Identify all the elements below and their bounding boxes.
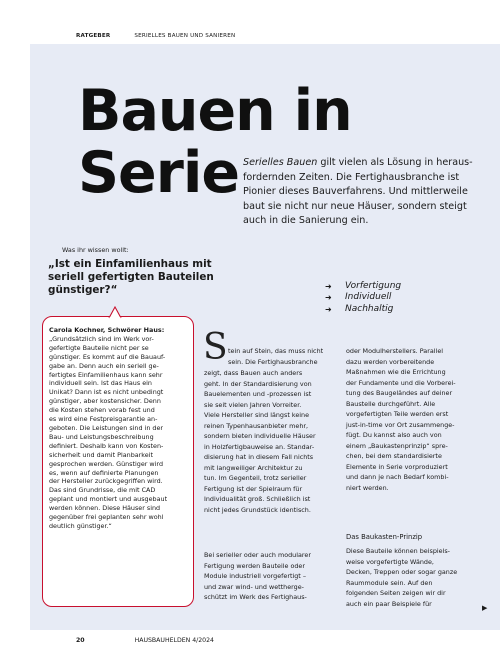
arrow-right-icon: ➜ — [325, 293, 332, 303]
keyword-item: ➜ Nachhaltig — [325, 303, 394, 314]
keyword-item: ➜ Individuell — [325, 292, 392, 303]
topic-label: SERIELLES BAUEN UND SANIEREN — [134, 33, 236, 39]
body-column-1-intro: tein auf Stein, das muss nicht sein. Die Fertighausbranche — [228, 347, 324, 366]
subheading: Das Baukasten-Prinzip — [346, 533, 423, 541]
body-column-2-paragraph-2: Diese Bauteile können beispiels- weise vorgefertigte Wände, Decken, Treppen oder sogar ganze Raummodule sein. Auf den folgenden Seiten zeigen wir dir auch ein paar Beispiele für — [346, 547, 458, 608]
arrow-right-icon: ➜ — [325, 304, 332, 314]
title-line-1: Bauen in — [78, 78, 352, 144]
body-column-2: oder Modulherstellers. Parallel dazu werden vorbereitende Maßnahmen wie die Errichtung der Fundamente und die Vorberei- tung des Baugeländes auf deiner Baustelle durchgeführt. Alle vorgefertigten Teile werden erst just-in-time vor Ort zusammenge- fügt. Du kannst also auch von einem „Baukastenprinzip“ spre- chen, bei dem standardisierte Elemente in Serie vorproduziert und dann je nach Bedarf kombi- niert werden. — [346, 347, 456, 492]
keyword-item: ➜ Vorfertigung — [325, 281, 402, 291]
question-label: Was ihr wissen wollt: — [62, 246, 129, 254]
reader-question: „Ist ein Einfamilienhaus mit seriell gefertigten Bauteilen günstiger?“ — [48, 258, 214, 296]
speech-bubble-tail-icon — [108, 305, 122, 319]
issue-label: HAUSBAUHELDEN 4/2024 — [134, 637, 214, 644]
body-column-1: zeigt, dass Bauen auch anders geht. In der Standardisierung von Bauelementen und -prozessen ist sie seit vielen Jahren Vorreiter. Viele Hersteller sind längst keine reinen Typenhausanbieter mehr, sondern bieten individuelle Häuser in Holzfertigbauweise an. Standar- disierung hat in diesem Fall nichts mit langweiliger Architektur zu tun. Im Gegenteil, trotz serieller Fertigung ist der Spielraum für Individualität groß. Schließlich ist nicht jedes Grundstück identisch. — [204, 369, 316, 514]
section-label: RATGEBER — [76, 33, 111, 39]
body-column-1-paragraph-2: Bei serieller oder auch modularer Fertigung werden Bauteile oder Module industriell vorgefertigt – und zwar wind- und wettherge- schützt im Werk des Fertighaus- — [204, 551, 311, 601]
page-footer — [76, 637, 214, 644]
expert-quote: „Grundsätzlich sind im Werk vor- gefertigte Bauteile nicht per se günstiger. Es kommt auf die Bauauf- gabe an. Denn auch ein seriell ge- fertigtes Einfamilienhaus kann sehr individuell sein. Ist das Haus ein Unikat? Dann ist es nicht unbedingt günstiger, aber kostensicher. Denn die Kosten stehen vorab fest und es wird eine Festpreisgarantie an- geboten. Die Leistungen sind in der Bau- und Leistungsbeschreibung definiert. Deshalb kann von Kosten- sicherheit und damit Planbarkeit gesprochen werden. Günstiger wird es, wenn auf definierte Planungen der Hersteller zurückgegriffen wird. Das sind Grundrisse, die mit CAD geplant und montiert und ausgebaut werden können. Diese Häuser sind gegenüber frei geplanten sehr wohl deutlich günstiger.“ — [49, 334, 168, 530]
lead-paragraph — [243, 156, 473, 229]
expert-name: Carola Kochner, Schwörer Haus: — [49, 326, 165, 334]
continue-arrow-icon: ▶ — [482, 604, 488, 612]
lead-emphasis: Serielles Bauen — [243, 157, 318, 168]
keyword-list — [325, 281, 401, 315]
title-line-2: Serie — [78, 140, 240, 206]
arrow-right-icon: ➜ — [325, 282, 332, 291]
running-header — [76, 33, 235, 39]
lead-text: gilt vielen als Lösung in heraus-fordernden Zeiten. Die Fertighausbranche ist Pionier dieses Bauverfahrens. Und mittlerweile baut sie nicht nur neue Häuser, sondern steigt auch in die Sanierung ein. — [243, 157, 473, 227]
drop-cap: S — [203, 327, 228, 368]
expert-answer-bubble — [42, 316, 194, 607]
page-number: 20 — [76, 637, 85, 644]
